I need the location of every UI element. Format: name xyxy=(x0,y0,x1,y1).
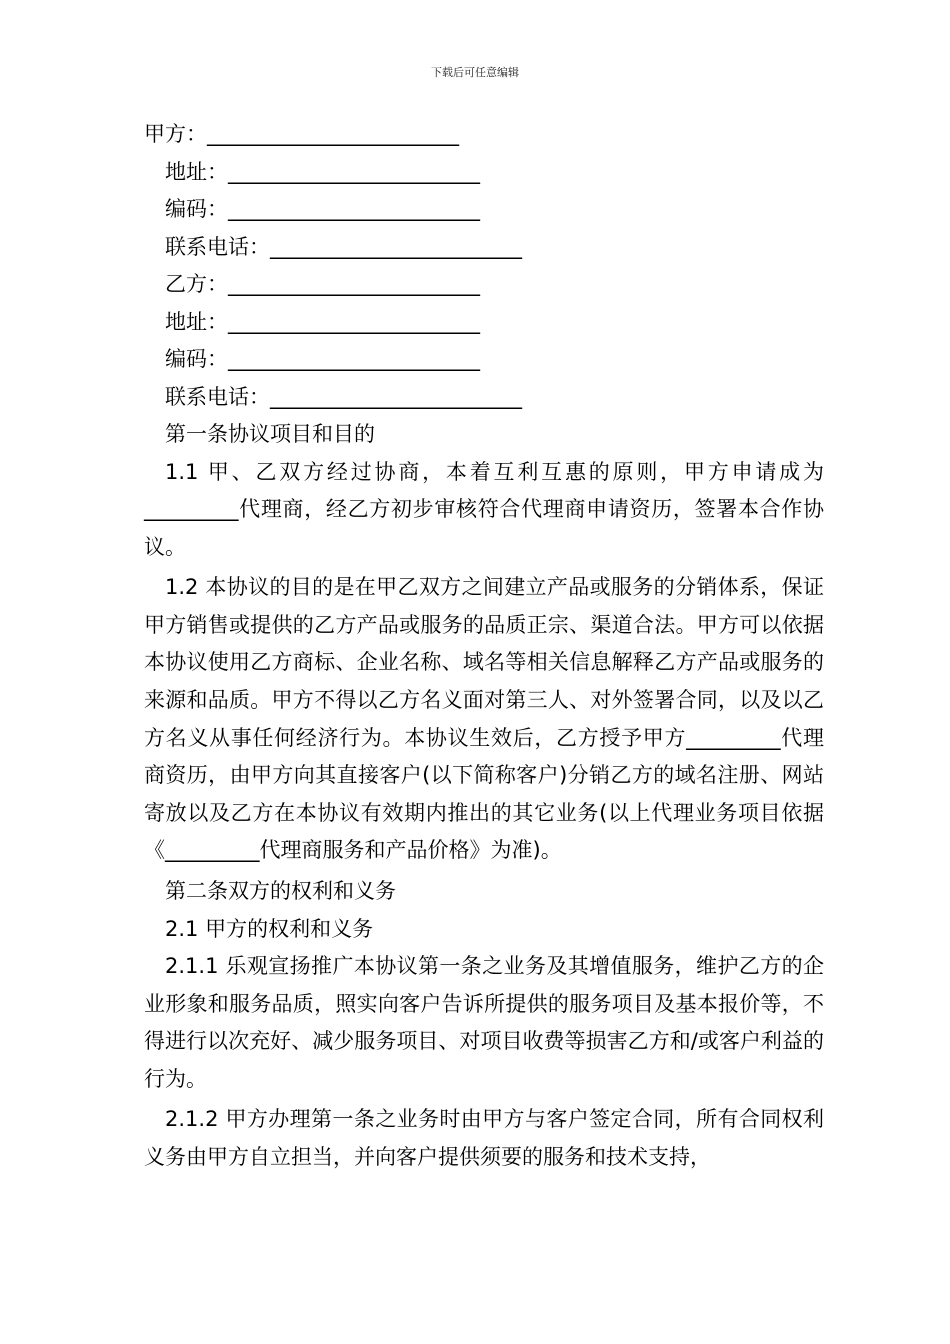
clause-2-1-2 xyxy=(144,1101,824,1176)
clause-2-1-2-text: 2.1.2 甲方办理第一条之业务时由甲方与客户签定合同，所有合同权利义务由甲方自立担当，并向客户提供须要的服务和技术支持， xyxy=(144,1107,824,1169)
page-header: 下载后可任意编辑 xyxy=(431,66,519,79)
clause-1-2 xyxy=(144,569,824,870)
clause-2-1-1 xyxy=(144,948,824,1098)
party-a-line: 甲方：________________________ xyxy=(144,122,459,146)
clause-2-1-1-text: 2.1.1 乐观宣扬推广本协议第一条之业务及其增值服务，维护乙方的企业形象和服务品质，照实向客户告诉所提供的服务项目及基本报价等，不得进行以次充好、减少服务项目、对项目收费等损害乙方和/或客户利益的行为。 xyxy=(144,954,824,1091)
article-2-heading: 第二条双方的权利和义务 xyxy=(165,879,396,904)
document-body xyxy=(144,116,824,1177)
party-b-address-line: 地址：________________________ xyxy=(165,309,480,334)
clause-1-2-text: 1.2 本协议的目的是在甲乙双方之间建立产品或服务的分销体系，保证甲方销售或提供的乙方产品或服务的品质正宗、渠道合法。甲方可以依据本协议使用乙方商标、企业名称、域名等相关信息解释乙方产品或服务的来源和品质。甲方不得以乙方名义面对第三人、对外签署合同，以及以乙方名义从事任何经济行为。本协议生效后，乙方授予甲方_________代理商资历，由甲方向其直接客户(以下简称客户)分销乙方的域名注册、网站寄放以及乙方在本协议有效期内推出的其它业务(以上代理业务项目依据《_________代理商服务和产品价格》为准)。 xyxy=(144,575,824,863)
party-a-postcode-line: 编码：________________________ xyxy=(165,197,480,221)
party-b-phone-line: 联系电话：________________________ xyxy=(165,384,522,409)
party-b-line: 乙方：________________________ xyxy=(165,272,480,296)
party-a-phone-line: 联系电话：________________________ xyxy=(165,234,522,259)
section-2-1-heading: 2.1 甲方的权利和义务 xyxy=(165,916,374,941)
clause-1-1-text: 1.1 甲、乙双方经过协商，本着互利互惠的原则，甲方申请成为_________代理商，经乙方初步审核符合代理商申请资历，签署本合作协议。 xyxy=(144,459,824,559)
party-b-postcode-line: 编码：________________________ xyxy=(165,347,480,371)
article-1-heading: 第一条协议项目和目的 xyxy=(165,422,375,446)
clause-1-1 xyxy=(144,454,824,567)
party-a-address-line: 地址：________________________ xyxy=(165,159,480,184)
